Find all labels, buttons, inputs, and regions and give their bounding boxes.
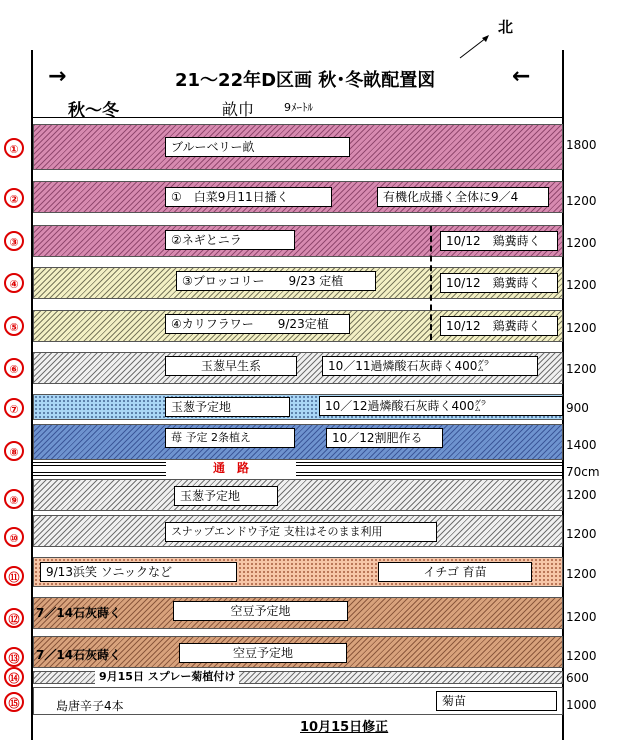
bed-12-note: 7／14石灰蒔く bbox=[36, 606, 122, 620]
bed-number-8: ⑧ bbox=[4, 441, 24, 461]
bed-number-11: ⑪ bbox=[4, 566, 24, 586]
bed-4-label-1: ③ブロッコリー 9/23 定植 bbox=[176, 271, 376, 291]
bed-number-13: ⑬ bbox=[4, 647, 24, 667]
bed-6-label-2: 10／11過燐酸石灰蒔く400㌘ bbox=[322, 356, 538, 376]
bed-12-width: 1200 bbox=[566, 610, 597, 624]
bed-number-14: ⑭ bbox=[4, 667, 24, 687]
bed-9 bbox=[33, 479, 563, 511]
bed-13-width: 1200 bbox=[566, 649, 597, 663]
north-arrow-icon bbox=[458, 32, 492, 60]
road-line-upper bbox=[33, 465, 563, 466]
bed-14-label-1: 9月15日 スプレー菊植付け bbox=[95, 670, 239, 684]
road-width: 70cm bbox=[566, 465, 600, 479]
bed-8-width: 1400 bbox=[566, 438, 597, 452]
page-title: 21～22年D区画 秋･冬畝配置図 bbox=[175, 70, 436, 91]
bed-6-width: 1200 bbox=[566, 362, 597, 376]
bed-3-label-2: 10/12 鶏糞蒔く bbox=[440, 231, 558, 251]
ridge-width-label: 畝巾 bbox=[222, 100, 255, 119]
bed-8-label-1: 苺 予定 2条植え bbox=[165, 428, 295, 448]
correction-note: 10月15日修正 bbox=[300, 720, 389, 735]
bed-2-label-2: 有機化成播く全体に9／4 bbox=[377, 187, 549, 207]
bed-7-label-2: 10／12過燐酸石灰蒔く400㌘ bbox=[319, 396, 563, 416]
bed-3-label-1: ②ネギとニラ bbox=[165, 230, 295, 250]
bed-2-width: 1200 bbox=[566, 194, 597, 208]
bed-8-label-2: 10／12割肥作る bbox=[326, 428, 443, 448]
bed-7-label-1: 玉葱予定地 bbox=[165, 397, 290, 417]
road-line-lower bbox=[33, 472, 563, 473]
bed-number-3: ③ bbox=[4, 231, 24, 251]
road-line-top bbox=[33, 462, 563, 463]
bed-15-label-1: 島唐辛子4本 bbox=[56, 699, 124, 713]
bed-5-width: 1200 bbox=[566, 321, 597, 335]
bed-number-5: ⑤ bbox=[4, 316, 24, 336]
dashed-divider bbox=[430, 226, 432, 340]
bed-number-15: ⑮ bbox=[4, 692, 24, 712]
bed-5-label-1: ④カリフラワー 9/23定植 bbox=[165, 314, 350, 334]
bed-1-width: 1800 bbox=[566, 138, 597, 152]
bed-13-note: 7／14石灰蒔く bbox=[36, 648, 122, 662]
arrow-left: → bbox=[48, 64, 67, 89]
season-label: 秋～冬 bbox=[68, 101, 119, 121]
north-label: 北 bbox=[498, 18, 514, 36]
bed-1-label-1: ブルーベリー畝 bbox=[165, 137, 350, 157]
arrow-right: ← bbox=[512, 64, 531, 89]
bed-number-4: ④ bbox=[4, 273, 24, 293]
bed-number-6: ⑥ bbox=[4, 358, 24, 378]
bed-3-width: 1200 bbox=[566, 236, 597, 250]
bed-4-width: 1200 bbox=[566, 278, 597, 292]
ridge-width-value: 9ﾒｰﾄﾙ bbox=[284, 101, 313, 114]
bed-6-label-1: 玉葱早生系 bbox=[165, 356, 297, 376]
bed-10-label-1: スナップエンドウ予定 支柱はそのまま利用 bbox=[165, 522, 437, 542]
bed-4-label-2: 10/12 鶏糞蒔く bbox=[440, 273, 558, 293]
bed-number-9: ⑨ bbox=[4, 489, 24, 509]
bed-15-label-2: 菊苗 bbox=[436, 691, 557, 711]
bed-8 bbox=[33, 424, 563, 460]
bed-number-2: ② bbox=[4, 188, 24, 208]
bed-15-width: 1000 bbox=[566, 698, 597, 712]
bed-11-label-1: 9/13浜笑 ソニックなど bbox=[40, 562, 237, 582]
bed-11-width: 1200 bbox=[566, 567, 597, 581]
bed-number-7: ⑦ bbox=[4, 398, 24, 418]
road-label: 通 路 bbox=[166, 461, 296, 476]
bed-10-width: 1200 bbox=[566, 527, 597, 541]
bed-14-width: 600 bbox=[566, 671, 589, 685]
bed-9-width: 1200 bbox=[566, 488, 597, 502]
road-line-bottom bbox=[33, 475, 563, 476]
bed-number-12: ⑫ bbox=[4, 608, 24, 628]
bed-5-label-2: 10/12 鶏糞蒔く bbox=[440, 316, 558, 336]
bed-7-width: 900 bbox=[566, 401, 589, 415]
bed-2-label-1: ① 白菜9月11日播く bbox=[165, 187, 332, 207]
bed-11-label-2: イチゴ 育苗 bbox=[378, 562, 532, 582]
bed-number-1: ① bbox=[4, 138, 24, 158]
bed-12-label-1: 空豆予定地 bbox=[173, 601, 348, 621]
bed-9-label-1: 玉葱予定地 bbox=[174, 486, 278, 506]
bed-number-10: ⑩ bbox=[4, 527, 24, 547]
bed-13-label-1: 空豆予定地 bbox=[179, 643, 347, 663]
